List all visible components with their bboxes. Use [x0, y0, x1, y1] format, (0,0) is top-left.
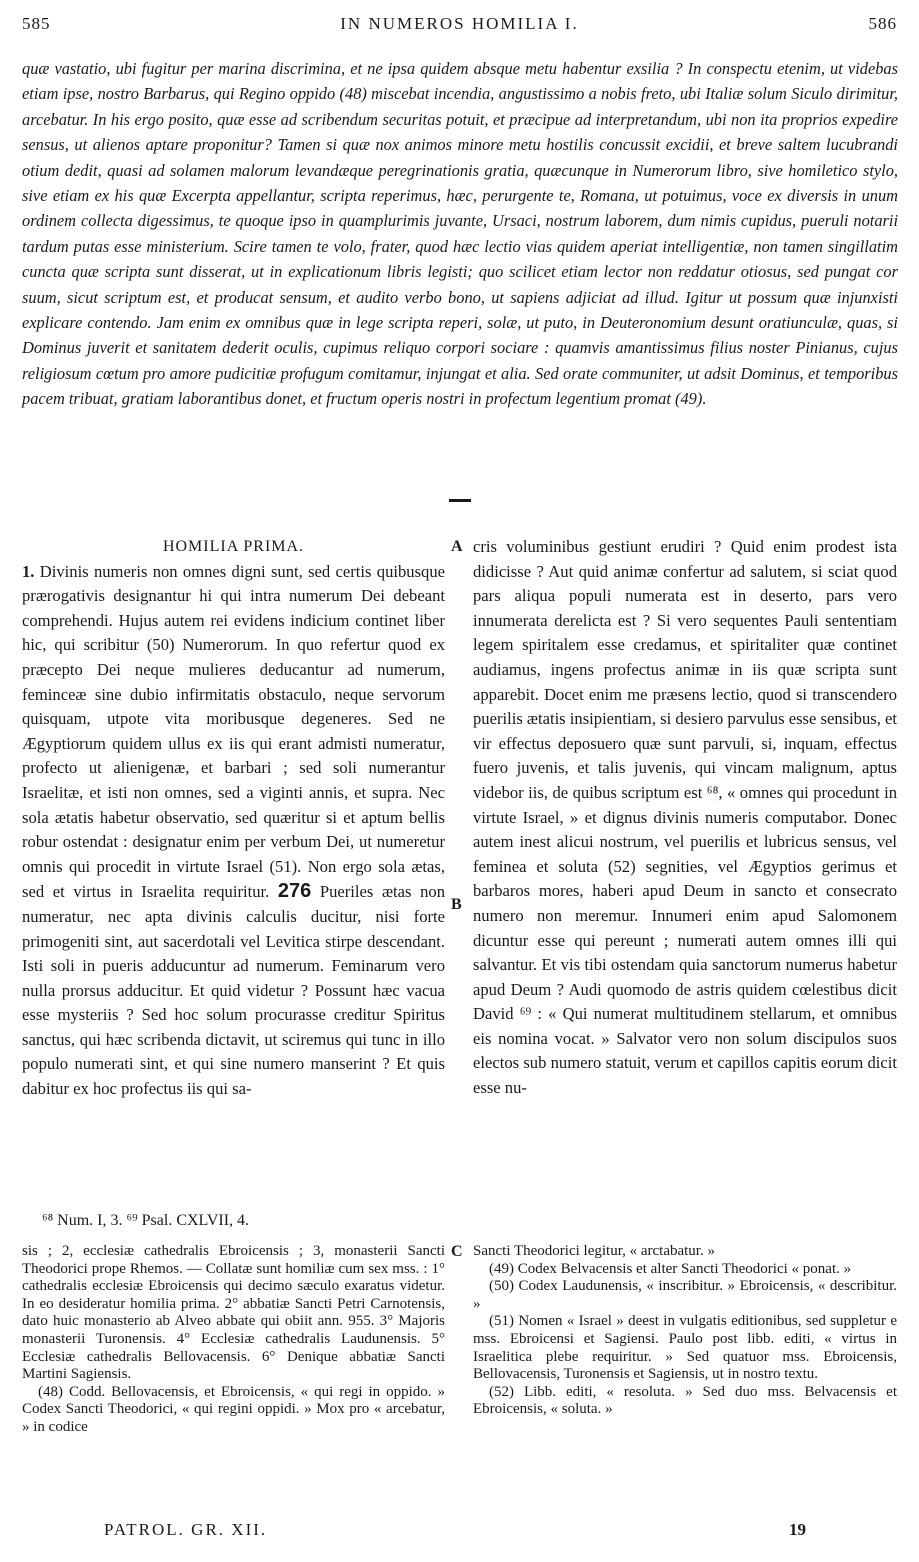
- prologue-text: quæ vastatio, ubi fugitur per marina discrimina, et ne ipsa quidem absque metu habentur exsilia ? In conspectu etenim, ut videbas etiam ipse, nostro Barbarus, qui Regino oppido (48) miscebat incendia, angustissimo a nobis freto, ubi Italiæ solum Siculo dirimitur, arcebatur. In his ergo posito, quæ esse ad scribendum securitas potuit, et præcipue ad interpretandum, ubi non ita proprios expedire sensus, ut alienos aptare proponitur? Tamen si quæ nox animos minore metu hostilis concussit excidii, et breve saltem lucubrandi otium dedit, quasi ad solamen malorum levandæque peregrinationis gratia, quæcunque in Numerorum libro, sive homiletico stylo, sive etiam ex his quæ Excerpta appellantur, scripta reperimus, hæc, perurgente te, Romana, ut potuimus, voce ex diversis in unum ordinem collecta digessimus, te quoque ipso in quamplurimis juvante, Ursaci, nostrum laborem, dum nimis cupidus, pueruli notarii tardum putas esse ministerium. Scire tamen te volo, frater, quod hæc lectio vias quidem aperiat intelligentiæ, non tamen singillatim cuncta quæ scripta sunt disserat, ut in explicationum libris legisti; quo scilicet etiam lector non reddatur otiosus, sed pungat cor suum, sicut scriptum est, et producat sensum, et audito verbo bono, ut sapiens adjiciat ad illud. Igitur ut possum quæ injunxisti explicare contendo. Jam enim ex omnibus quæ in lege scripta reperi, solæ, ut puto, in Deuteronomium desunt oratiunculæ, quas, si Dominus juverit et sanitatem dederit oculis, cupimus reliquo corpori sociare : quamvis amantissimus filius noster Pinianus, cujus religiosum cœtum pro amore pudicitiæ profugum comitamur, injungat et alia. Sed orate communiter, ut adsit Dominus, et temporibus pacem tribuat, gratiam laborantibus donet, et fructum operis nostri in profectum legentium promat (49).: [22, 59, 898, 409]
- paragraph-number: 1.: [22, 561, 35, 581]
- sheet-number: 19: [789, 1520, 806, 1539]
- paragraph-text-part-1: Divinis numeris non omnes digni sunt, sed certis quibusque prærogativis designantur hi qui intra numerum Dei debeant comprehendi. Hujus autem rei evidens indicium continet liber hic, qui scribitur (50) Numerorum. In quo refertur quod ex præcepto Dei neque mulieres deducantur ad numerum, feminceæ sine dubio infirmitatis obstaculo, neque servorum quisquam, utpote vita moribusque degeneres. Sed ne Ægyptiorum quidem ullus ex iis qui erant admisti numeratur, profecto ut alienigenæ, et barbari ; sed soli numerantur Israelitæ, et isti non omnes, sed a viginti annis, et supra. Nec sola ætatis habetur observatio, sed quæritur si et aptum bellis robur ostendat : designatur enim per verbum Dei, ut numeretur omnis qui procedit in virtute Israel (51). Non ergo sola ætas, sed et virtus in Israelita requiritur.: [22, 561, 445, 902]
- section-divider: [449, 499, 471, 502]
- paragraph-text-part-2: Pueriles ætas non numeratur, nec apta divinis calculis ducitur, nisi forte primogeniti sint, aut sacerdotali vel Levitica stirpe descendant. Isti soli in pueris adducuntur ad numerum. Feminarum vero nulla prorsus adducitur. Et quid videtur ? Possunt hæc vacua esse mysteriis ? Sed hoc solum procurasse creditur Spiritus sanctus, qui hæc scribenda dictavit, ut sciremus qui tunc in illo populo numerati sint, et qui sine numero manserint ? Et quis dabitur ex hoc profectus iis qui sa-: [22, 882, 445, 1099]
- original-page-marker: 276: [277, 880, 312, 903]
- footnote: (48) Codd. Bellovacensis, et Ebroicensis, « qui regi in oppido. » Codex Sancti Theodorici, « qui regini oppidi. » Mox pro « arcebatur, » in codice: [22, 1383, 445, 1435]
- homily-paragraph-1: [22, 560, 445, 1102]
- footnote: (52) Libb. editi, « resoluta. » Sed duo mss. Belvacensis et Ebroicensis, « soluta. »: [473, 1383, 897, 1418]
- footnote: sis ; 2, ecclesiæ cathedralis Ebroicensis ; 3, monasterii Sancti Theodorici prope Rhemos. — Collatæ sunt homiliæ cum sex mss. : 1° cathedralis ecclesiæ Ebroicensis qui decimo sæculo exaratus videtur. In eo desideratur homilia prima. 2° abbatiæ Sancti Petri Carnotensis, dato huic monasterio ab Alveo abbate qui obiit ann. 955. 3° Majoris monasterii Turonensis. 4° Ecclesiæ cathedralis Laudunensis. 5° Ecclesiæ cathedralis Bellovacensis. 6° Denique abbatiæ Sancti Martini Sagiensis.: [22, 1243, 445, 1383]
- footnote: Sancti Theodorici legitur, « arctabatur. »: [473, 1243, 715, 1259]
- left-column: [22, 535, 445, 1102]
- page-footer: [0, 1520, 919, 1550]
- footnotes-left: [22, 1243, 445, 1437]
- homily-title: HOMILIA PRIMA.: [162, 538, 305, 555]
- volume-signature: PATROL. GR. XII.: [104, 1520, 268, 1539]
- margin-letter-a: A: [451, 538, 463, 555]
- footnote: (51) Nomen « Israel » deest in vulgatis editionibus, sed suppletur e mss. Ebroicensi et Sagiensi. Paulo post libb. editi, « virtus in Israelitica plebe requiritur. » Sed quatuor mss. Ebroicensis, Bellovacensis, Turonensis et Sagiensis, ut in nostro textu.: [473, 1313, 897, 1383]
- page-number-left: 585: [22, 14, 51, 33]
- margin-letter-c: C: [451, 1243, 463, 1260]
- running-header: [22, 14, 897, 40]
- footnotes-right: [473, 1243, 897, 1419]
- right-column-text: cris voluminibus gestiunt erudiri ? Quid enim prodest ista didicisse ? Aut quid animæ confertur ad salutem, si sciat quod pars aliqua populi numerata est in deserto, pars vero innumerata derelicta est ? Si vero sequentes Pauli sententiam legem spiritalem esse credamus, et spiritaliter quæ continet audiamus, ingens profectus animæ in iis quæ scripta sunt apparebit. Docet enim me præsens lectio, quod si transcendero puerilis ætatis insipientiam, si desiero parvulus esse sensibus, et vir effectus deposuero quæ sunt parvuli, si, inquam, effectus fuero juvenis, et talis juvenis, qui vincam malignum, aptus videbor iis, de quibus scriptum est ⁶⁸, « omnes qui procedunt in virtute Israel, » et dignus divinis numeris computabor. Donec autem inest alicui nostrum, vel puerilis et lubricus sensus, vel feminea et soluta (52) segnities, vel Ægyptios gerimus et barbaros mores, haberi apud Deum in sancto et consecrato numero non meremur. Innumeri enim apud Salomonem dicuntur esse qui pereunt ; numerati autem omnes illi qui salvantur. Et vis tibi ostendam quia sanctorum numerus habetur apud Deum ? Audi quomodo de astris quidem cœlestibus dicit David ⁶⁹ : « Qui numerat multitudinem stellarum, et omnibus eis nomina vocat. » Salvator vero non solum discipulos suos electos sub numero statuit, verum et capillos capitis eorum dicit esse nu-: [473, 537, 898, 1098]
- page-number-right: 586: [868, 14, 897, 33]
- scripture-references: ⁶⁸ Num. I, 3. ⁶⁹ Psal. CXLVII, 4.: [42, 1212, 250, 1229]
- running-title: IN NUMEROS HOMILIA I.: [340, 14, 579, 33]
- footnote: (50) Codex Laudunensis, « inscribitur. » Ebroicensis, « describitur. »: [473, 1278, 897, 1312]
- footnote: (49) Codex Belvacensis et alter Sancti Theodorici « ponat. »: [489, 1260, 852, 1277]
- margin-letter-b: B: [451, 896, 462, 913]
